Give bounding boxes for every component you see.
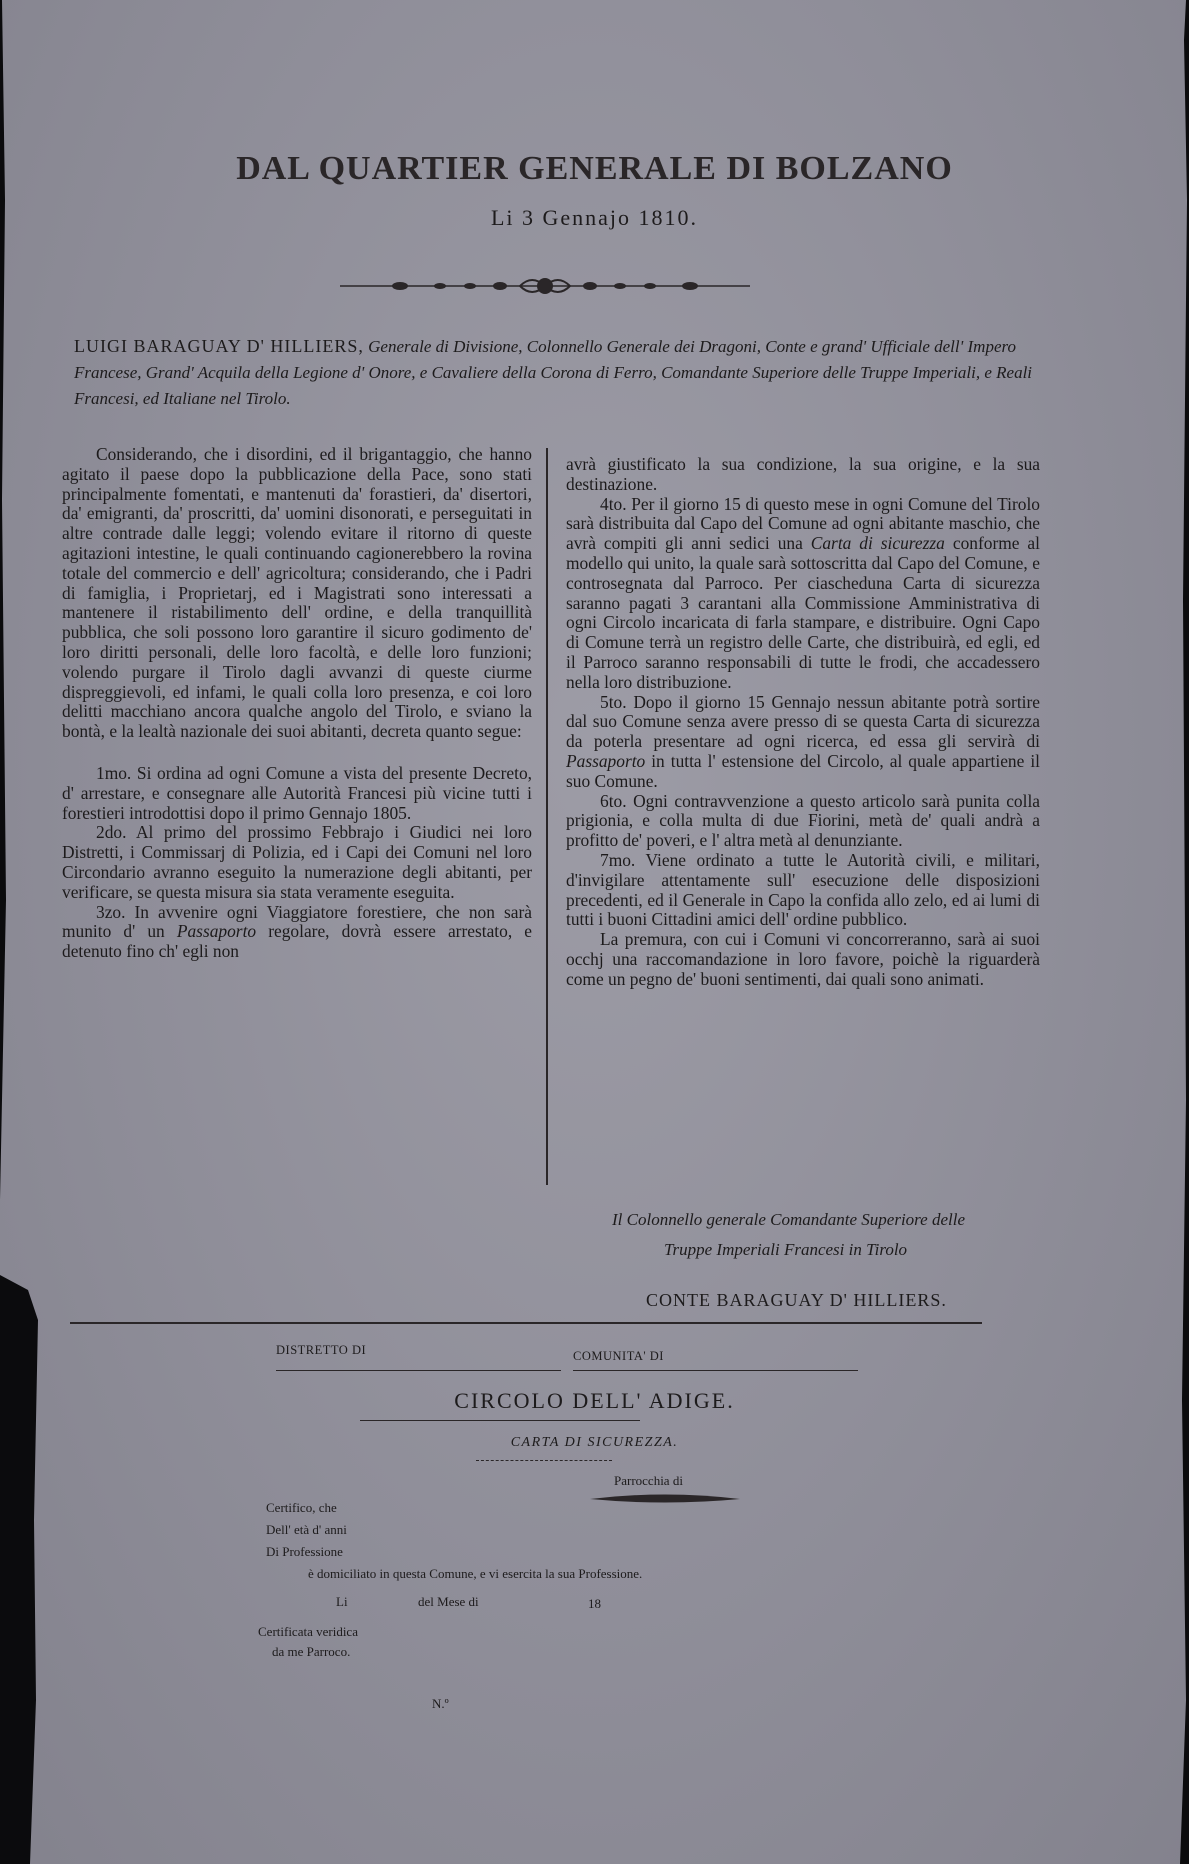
- article-4: [566, 495, 1040, 693]
- decree-intro: [74, 333, 1044, 412]
- li-label: Li: [336, 1594, 348, 1609]
- numero-label: N.º: [432, 1696, 449, 1711]
- article-5-text-b: in tutta l' estensione del Circolo, al quale appartiene il suo Comune.: [566, 750, 1040, 791]
- certificata-label: Certificata veridica: [258, 1624, 358, 1639]
- signature-line-2: Truppe Imperiali Francesi in Tirolo: [664, 1240, 908, 1259]
- comunita-line: [573, 1370, 858, 1371]
- article-4-italic: Carta di sicurezza: [810, 533, 945, 554]
- distretto-label: DISTRETTO DI: [276, 1343, 367, 1357]
- parrocchia-label: Parrocchia di: [614, 1473, 683, 1488]
- mese-label: del Mese di: [418, 1594, 479, 1609]
- article-1: 1mo. Si ordina ad ogni Comune a vista del presente Decreto, d' arrestare, e consegnare alle Autorità Francesi più vicine tutti i forestieri introdottisi dopo il primo Gennajo 1805.: [62, 762, 532, 823]
- parrocchia-swash: [590, 1492, 740, 1506]
- comunita-label: COMUNITA' DI: [573, 1349, 664, 1363]
- article-3-italic: Passaporto: [176, 921, 257, 942]
- parroco-label: da me Parroco.: [272, 1644, 351, 1659]
- left-column: [62, 445, 532, 962]
- article-4-text-a: 4to. Per il giorno 15 di questo mese in ogni Comune del Tirolo sarà distribuita dal Capo del Comune ad ogni abitante maschio, che avrà compiti gli anni sedici una: [566, 493, 1040, 554]
- article-5-italic: Passaporto: [566, 750, 646, 771]
- article-3-continuation: avrà giustificato la sua condizione, la sua origine, e la sua destinazione.: [566, 454, 1040, 494]
- circolo-underline: [360, 1420, 640, 1421]
- issuer-titles-line-2: Ufficiale dell' Impero Francese, Grand' Acquila della Legione d' Onore, e Cavaliere della Corona di Ferro,: [74, 337, 1016, 382]
- professione-label: Di Professione: [266, 1544, 343, 1559]
- article-4-text-b: conforme al modello qui unito, la quale sarà sottoscritta dal Capo del Comune, e controsegnata dal Parroco. Per ciascheduna Carta di sicurezza saranno pagati 3 carantani alla Commissione Amministrativa di ogni Circolo incaricata di farla stampare, e distribuire. Ogni Capo di Comune terrà un registro delle Carte, che distribuirà, ed egli, ed il Parroco saranno responsabili di tutte le frodi, che accadessero nella loro distribuzione.: [566, 533, 1040, 692]
- column-divider: [546, 448, 548, 1185]
- carta-underline: [476, 1460, 612, 1462]
- document-date: Li 3 Gennajo 1810.: [490, 205, 699, 230]
- article-3: [62, 903, 532, 962]
- article-3-text-b: regolare, dovrà essere arrestato, e detenuto fino ch' egli non: [62, 921, 532, 962]
- article-6: 6to. Ogni contravvenzione a questo articolo sarà punita colla prigionia, e colla multa di due Fiorini, metà de' quali andrà a profitto de' poveri, e l' altra metà al denunziante.: [566, 790, 1040, 851]
- carta-title: CARTA DI SICUREZZA.: [510, 1435, 679, 1450]
- closing-paragraph: La premura, con cui i Comuni vi concorreranno, sarà ai suoi occhj una raccomandazione in loro favore, poichè la riguarderà come un pegno de' buoni sentimenti, dai quali sono animati.: [566, 929, 1040, 989]
- article-5-text-a: 5to. Dopo il giorno 15 Gennajo nessun abitante potrà sortire dal suo Comune senza avere presso di se questa Carta di sicurezza da poterla presentare ad ogni ricerca, ed essa gli servirà di: [566, 691, 1040, 752]
- article-3-text-a: 3zo. In avvenire ogni Viaggiatore forestiere, che non sarà munito d' un: [62, 901, 532, 942]
- right-column: [566, 455, 1040, 990]
- issuer-titles-line-3: Comandante Superiore delle Truppe Imperiali, e Reali Francesi, ed Italiane nel Tirolo.: [74, 363, 1033, 408]
- document-title: DAL QUARTIER GENERALE DI BOLZANO: [236, 150, 953, 187]
- eta-label: Dell' età d' anni: [266, 1522, 347, 1537]
- ornament-divider: [340, 272, 750, 300]
- domiciliato-text: è domiciliato in questa Comune, e vi esercita la sua Professione.: [308, 1566, 643, 1581]
- circolo-title: CIRCOLO DELL' ADIGE.: [454, 1388, 735, 1413]
- distretto-line: [276, 1370, 561, 1371]
- signature-name: CONTE BARAGUAY D' HILLIERS.: [646, 1290, 947, 1310]
- article-7: 7mo. Viene ordinato a tutte le Autorità civili, e militari, d'invigilare attentamente sull' esecuzione delle disposizioni precedenti, ed il Generale in Capo la confida allo zelo, ed ai lumi di tutti i buoni Cittadini amici dell' ordine pubblico.: [566, 849, 1040, 930]
- anno-label: 18: [588, 1596, 601, 1611]
- issuer-name: LUIGI BARAGUAY D' HILLIERS,: [74, 336, 364, 356]
- certifico-label: Certifico, che: [266, 1500, 337, 1515]
- signature-line-1: Il Colonnello generale Comandante Superiore delle: [612, 1210, 965, 1229]
- article-5: [566, 693, 1040, 792]
- article-2: 2do. Al primo del prossimo Febbrajo i Giudici nei loro Distretti, i Commissarj di Polizia, ed i Capi dei Comuni nel loro Circondario avranno eseguito la numerazione degli abitanti, per verificare, se questa misura sia stata veramente eseguita.: [62, 822, 532, 902]
- section-separator: [70, 1322, 982, 1324]
- issuer-titles-line-1: Generale di Divisione, Colonnello Generale dei Dragoni, Conte e grand': [368, 337, 867, 356]
- considerando-paragraph: Considerando, che i disordini, ed il brigantaggio, che hanno agitato il paese dopo la pubblicazione della Pace, sono stati principalmente fomentati, e mantenuti da' forastieri, da' disertori, da' emigranti, da' proscritti, da' uomini disonorati, e perseguitati in altre contrade dalle leggi; volendo evitare il ritorno di queste agitazioni intestine, le quali continuando cagionerebbero la rovina totale del commercio e dell' agricoltura; considerando, che i Padri di famiglia, i Proprietarj, ed i Magistrati sono interessati a mantenere il ristabilimento dell' ordine, e della tranquillità pubblica, che soli possono loro garantire il sicuro godimento de' loro diritti personali, delle loro facoltà, e delle loro funzioni; volendo purgare il Tirolo dagli avvanzi di queste ciurme dispreggievoli, ed infami, le quali colla loro presenza, e coi loro delitti macchiano ancora qualche angolo del Tirolo, e sviano la bontà, e la lealtà nazionale dei suoi abitanti, decreta quanto segue:: [62, 444, 532, 742]
